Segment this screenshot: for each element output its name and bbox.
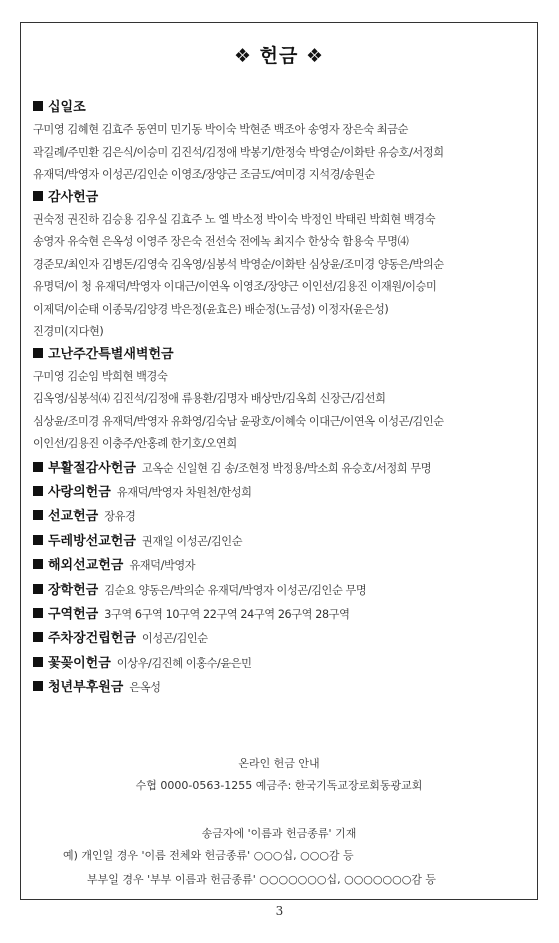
instruction-line: 송금자에 '이름과 헌금종류' 기재	[201, 827, 357, 840]
offering-row: 주차장건립헌금 이성곤/김인순	[33, 626, 529, 650]
offering-row: 해외선교헌금 유재덕/박영자	[33, 553, 529, 577]
donor-line: 이제덕/이순태 이종묵/김양경 박은정(윤효은) 배순정(노금성) 이정자(윤은성)	[33, 302, 389, 316]
donor-line: 심상윤/조미경 유재덕/박영자 유화영/김숙남 윤광호/이혜숙 이대근/이연옥 이성곤/김인순	[33, 414, 444, 428]
square-bullet-icon	[33, 657, 43, 667]
donor-line: 유명덕/이 청 유재덕/박영자 이대근/이연옥 이영조/장양근 이인선/김용진 이재원/이승미	[33, 280, 437, 293]
donor-line: 이인선/김용진 이충주/안홍례 한기호/오연희	[33, 437, 237, 450]
offering-row: 구역헌금 3구역 6구역 10구역 22구역 24구역 26구역 28구역	[33, 602, 529, 626]
instruction-example-couple: 부부일 경우 '부부 이름과 헌금종류' ○○○○○○○십, ○○○○○○○감 등	[87, 873, 437, 886]
page-number: 3	[275, 904, 284, 918]
donor-line: 구미영 김순임 박희현 백경숙	[33, 369, 168, 383]
offering-row: 두레방선교헌금 권재일 이성곤/김인순	[33, 529, 529, 553]
offering-list	[33, 97, 529, 700]
square-bullet-icon	[33, 584, 43, 594]
donor-line: 구미영 김혜현 김효주 동연미 민기동 박이숙 박현준 백조아 송영자 장은숙 최금순	[33, 123, 408, 136]
bank-account: 수협 0000-0563-1255 예금주: 한국기독교장로회동광교회	[135, 779, 423, 792]
donor-line: 김옥영/심봉석⑷ 김진석/김정애 류용환/김명자 배상만/김옥희 신장근/김선희	[33, 392, 386, 405]
offering-row: 꽃꽂이헌금 이상우/김진혜 이홍수/윤은민	[33, 651, 529, 675]
square-bullet-icon	[33, 101, 43, 111]
donor-line: 유재덕/박영자 이성곤/김인순 이영조/장양근 조금도/여미경 지석경/송원순	[33, 168, 375, 181]
online-offering-heading: 온라인 헌금 안내	[238, 757, 320, 770]
section-heading: 감사헌금	[33, 187, 529, 209]
square-bullet-icon	[33, 632, 43, 642]
square-bullet-icon	[33, 191, 43, 201]
donor-line: 곽길례/주민환 김은식/이승미 김진석/김정애 박봉기/한정숙 박영순/이화탄 유승호/서정희	[33, 145, 444, 159]
section-heading: 십일조	[33, 97, 529, 119]
section-heading: 고난주간특별새벽헌금	[33, 344, 529, 366]
square-bullet-icon	[33, 681, 43, 691]
offering-row: 장학헌금 김순요 양동은/박의순 유재덕/박영자 이성곤/김인순 무명	[33, 578, 529, 602]
page-title: ❖ 헌금 ❖	[233, 45, 324, 67]
instruction-example-individual: 예) 개인일 경우 '이름 전체와 헌금종류' ○○○십, ○○○감 등	[63, 849, 354, 862]
square-bullet-icon	[33, 559, 43, 569]
donor-line: 진경미(지다현)	[33, 325, 104, 338]
square-bullet-icon	[33, 535, 43, 545]
donor-line: 경준모/최인자 김병돈/김영숙 김옥영/심봉석 박영순/이화탄 심상윤/조미경 양동은/박의순	[33, 257, 444, 271]
square-bullet-icon	[33, 510, 43, 520]
offering-row: 청년부후원금 은옥성	[33, 675, 529, 699]
square-bullet-icon	[33, 348, 43, 358]
square-bullet-icon	[33, 486, 43, 496]
offering-row: 선교헌금 장유경	[33, 504, 529, 528]
square-bullet-icon	[33, 608, 43, 618]
offering-row: 사랑의헌금 유재덕/박영자 차원천/한성희	[33, 480, 529, 504]
offering-row: 부활절감사헌금 고옥순 신일현 김 송/조현정 박정용/박소희 유승호/서정희 무명	[33, 456, 529, 480]
offering-box	[20, 22, 538, 900]
donor-line: 송영자 유숙현 은옥성 이영주 장은숙 전선숙 전에녹 최지수 한상숙 함용숙 무명⑷	[33, 235, 409, 248]
square-bullet-icon	[33, 462, 43, 472]
donor-line: 권숙정 권진하 김승용 김우실 김효주 노 엘 박소정 박이숙 박정인 박태린 박희현 백경숙	[33, 212, 436, 226]
